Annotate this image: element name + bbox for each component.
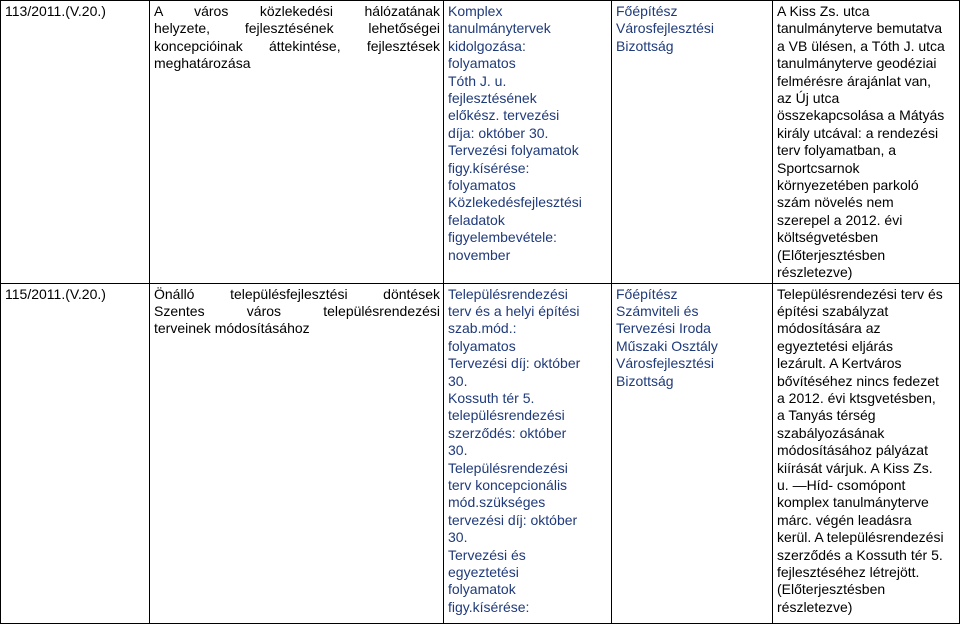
notes-line: komplex tanulmányterve bbox=[777, 494, 929, 511]
notes-line: márc. végén leadásra bbox=[777, 511, 912, 528]
status-line: szab.mód.: bbox=[448, 320, 517, 337]
notes-line: összekapcsolása a Mátyás bbox=[777, 107, 945, 124]
notes-line: (Előterjesztésben bbox=[777, 581, 886, 598]
status-line: egyeztetési bbox=[448, 564, 519, 580]
notes-line: felmérésre árajánlat van, bbox=[777, 72, 932, 89]
table-row bbox=[1, 283, 960, 623]
notes-line: kiírását várjuk. A Kiss Zs. bbox=[777, 459, 933, 476]
status-line: feladatok bbox=[448, 211, 505, 228]
subject-cell bbox=[150, 283, 444, 623]
status-line: Tóth J. u. bbox=[448, 72, 507, 89]
status-line: fejlesztésének bbox=[448, 90, 537, 107]
subject-line: terveinek módosításához bbox=[154, 320, 310, 337]
responsible-line: Számviteli és bbox=[616, 302, 699, 319]
status-line: Tervezési folyamatok bbox=[448, 142, 579, 159]
notes-line: tanulmányterve geodéziai bbox=[777, 55, 937, 72]
responsible-line: Főépítész bbox=[616, 285, 678, 302]
notes-line: fejlesztéséhez létrejött. bbox=[777, 564, 920, 580]
status-line: Településrendezési bbox=[448, 459, 568, 476]
responsible-line: Bizottság bbox=[616, 372, 674, 389]
notes-line: tanulmányterve bemutatva bbox=[777, 20, 942, 37]
status-line: Kossuth tér 5. bbox=[448, 389, 535, 406]
notes-line: szerepel a 2012. évi bbox=[777, 211, 903, 228]
notes-line: kerül. A településrendezési bbox=[777, 529, 944, 546]
notes-line: építési szabályzat bbox=[777, 302, 889, 319]
resolution-number-cell bbox=[1, 283, 150, 623]
status-line: településrendezési bbox=[448, 407, 565, 424]
notes-line: az Új utca bbox=[777, 90, 840, 107]
notes-line: környezetében parkoló bbox=[777, 177, 919, 194]
status-line: Komplex bbox=[448, 3, 503, 19]
status-cell bbox=[444, 283, 612, 623]
notes-cell bbox=[773, 1, 960, 284]
notes-line: (Előterjesztésben bbox=[777, 246, 886, 263]
notes-line: lezárult. A Kertváros bbox=[777, 355, 902, 372]
resolution-number-cell bbox=[1, 1, 150, 284]
status-line: folyamatos bbox=[448, 177, 516, 194]
notes-line: részletezve) bbox=[777, 598, 853, 615]
responsible-cell bbox=[612, 1, 773, 284]
responsible-line: Műszaki Osztály bbox=[616, 337, 718, 354]
status-line: tervezési díj: október bbox=[448, 511, 578, 528]
subject-line: A város közlekedési hálózatának bbox=[154, 3, 440, 19]
notes-cell bbox=[773, 283, 960, 623]
subject-line: Szentes város településrendezési bbox=[154, 302, 440, 319]
table-row bbox=[1, 1, 960, 284]
status-line: kidolgozása: bbox=[448, 37, 526, 54]
subject-cell bbox=[150, 1, 444, 284]
notes-line: módosításához pályázat bbox=[777, 442, 928, 459]
status-line: mód.szükséges bbox=[448, 494, 546, 511]
status-line: előkész. tervezési bbox=[448, 107, 560, 124]
status-line: terv és a helyi építési bbox=[448, 302, 580, 319]
notes-line: bővítéséhez nincs fedezet bbox=[777, 372, 939, 389]
status-line: Településrendezési bbox=[448, 285, 568, 302]
subject-line: meghatározása bbox=[154, 55, 251, 72]
notes-line: Településrendezési terv és bbox=[777, 285, 943, 302]
responsible-cell bbox=[612, 283, 773, 623]
subject-line: Önálló településfejlesztési döntések bbox=[154, 285, 440, 302]
notes-line: u. —Híd- csomópont bbox=[777, 476, 906, 493]
responsible-line: Főépítész bbox=[616, 3, 678, 19]
status-line: terv koncepcionális bbox=[448, 476, 568, 493]
responsible-line: Bizottság bbox=[616, 37, 674, 54]
responsible-line: Tervezési Iroda bbox=[616, 320, 711, 337]
notes-line: a Tanyás térség bbox=[777, 407, 876, 424]
status-line: november bbox=[448, 246, 511, 263]
notes-line: terv folyamatban, a bbox=[777, 142, 897, 159]
notes-line: A Kiss Zs. utca bbox=[777, 3, 870, 19]
resolution-number: 113/2011.(V.20.) bbox=[5, 3, 106, 19]
status-line: figyelembevétele: bbox=[448, 229, 557, 246]
status-line: folyamatos bbox=[448, 55, 516, 72]
notes-line: részletezve) bbox=[777, 264, 853, 281]
notes-line: egyeztetési eljárás bbox=[777, 337, 893, 354]
notes-line: költségvetésben bbox=[777, 229, 879, 246]
status-cell bbox=[444, 1, 612, 284]
notes-line: Sportcsarnok bbox=[777, 159, 860, 176]
status-line: Közlekedésfejlesztési bbox=[448, 194, 582, 211]
notes-line: szám növelés nem bbox=[777, 194, 894, 211]
status-line: Tervezési és bbox=[448, 546, 526, 563]
notes-line: a 2012. évi ktsgvetésben, bbox=[777, 389, 936, 406]
status-line: díja: október 30. bbox=[448, 124, 549, 141]
status-line: szerződés: október bbox=[448, 424, 567, 441]
responsible-line: Városfejlesztési bbox=[616, 20, 715, 37]
notes-line: szabályozásának bbox=[777, 424, 885, 441]
status-line: 30. bbox=[448, 442, 468, 459]
notes-line: szerződés a Kossuth tér 5. bbox=[777, 546, 943, 563]
notes-line: király utcával: a rendezési bbox=[777, 124, 939, 141]
status-line: Tervezési díj: október bbox=[448, 355, 581, 372]
responsible-line: Városfejlesztési bbox=[616, 355, 715, 372]
notes-line: módosítására az bbox=[777, 320, 881, 337]
subject-line: koncepcióinak áttekintése, fejlesztések bbox=[154, 37, 440, 54]
status-line: 30. bbox=[448, 529, 468, 546]
notes-line: a VB ülésen, a Tóth J. utca bbox=[777, 37, 945, 54]
status-line: tanulmánytervek bbox=[448, 20, 551, 37]
status-line: folyamatos bbox=[448, 337, 516, 354]
status-line: figy.kísérése: bbox=[448, 159, 530, 176]
subject-line: helyzete, fejlesztésének lehetőségei bbox=[154, 20, 440, 37]
resolution-number: 115/2011.(V.20.) bbox=[5, 285, 106, 302]
status-line: 30. bbox=[448, 372, 468, 389]
status-line: figy.kísérése: bbox=[448, 598, 530, 615]
status-line: folyamatok bbox=[448, 581, 516, 598]
